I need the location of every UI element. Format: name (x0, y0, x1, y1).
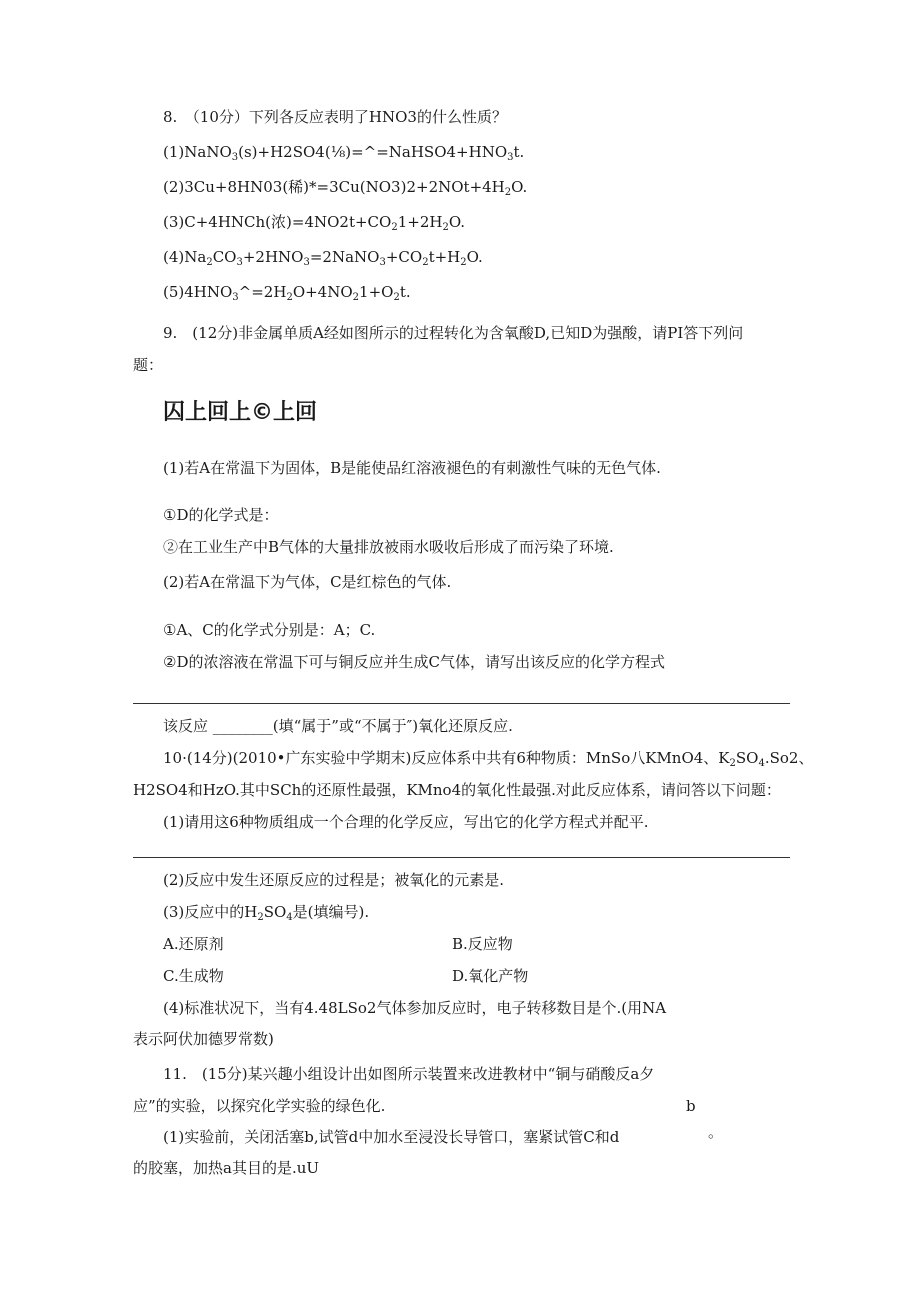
q10-option-d: D.氧化产物 (452, 967, 529, 985)
q9-title-line1: 9. (12分)非金属单质A经如图所示的过程转化为含氧酸D,已知D为强酸，请PI答下列问 (163, 324, 744, 342)
q10-answer-line (133, 857, 790, 858)
q11-part1-line2: 的胶塞，加热a其目的是.uU (133, 1159, 320, 1177)
q9-part1: (1)若A在常温下为固体，B是能使品红溶液褪色的有刺激性气味的无色气体. (163, 459, 661, 477)
q9-conversion-diagram: 囚上回上©上回 (163, 400, 318, 425)
q10-option-a: A.还原剂 (163, 935, 224, 953)
q9-part1-a: ①D的化学式是： (163, 506, 279, 524)
q9-part2-a: ①A、C的化学式分别是：A；C. (163, 621, 376, 639)
q10-title-line2: H2SO4和HzO.其中SCh的还原性最强，KMno4的氧化性最强.对此反应体系，请问答以下问题： (133, 781, 781, 799)
q11-title-line2: 应”的实验，以探究化学实验的绿色化. (133, 1097, 386, 1115)
q9-part2-c: 该反应 ________(填“属于”或“不属于″)氧化还原反应. (163, 717, 513, 735)
q8-reaction-3: (3)C+4HNCh(浓)$=4NO2t+CO_21+2H_2O$. (163, 213, 466, 233)
q9-part2: (2)若A在常温下为气体，C是红棕色的气体. (163, 573, 452, 591)
q10-part4-line2: 表示阿伏加德罗常数) (133, 1030, 274, 1048)
q10-part4-line1: (4)标准状况下，当有4.48LSo2气体参加反应时，电子转移数目是个.(用NA (163, 999, 667, 1017)
q8-reaction-2: (2)3Cu+8HN03(稀)$*=3Cu(NO3)2+2NOt+4H_2O$. (163, 178, 528, 198)
q9-answer-line (133, 703, 790, 704)
q8-reaction-1: $(1)NaNO_3(s)+H2SO4(\frac{1}{8})=\^{}=NaHSO4+HNO_3t$. (163, 143, 525, 163)
q11-circle-mark: 。 (708, 1123, 724, 1141)
q9-part1-b: ②在工业生产中B气体的大量排放被雨水吸收后形成了而污染了环境. (163, 538, 614, 556)
q8-reaction-5: $(5)4HNO_3\^{}=2H_2O+4NO_21+O_2t$. (163, 283, 411, 303)
q11-title-line1: 11. (15分)某兴趣小组设计出如图所示装置来改进教材中“铜与硝酸反a夕 (163, 1065, 655, 1083)
q10-part1: (1)请用这6种物质组成一个合理的化学反应，写出它的化学方程式并配平. (163, 813, 649, 831)
q10-option-c: C.生成物 (163, 967, 224, 985)
q9-title-line2: 题： (133, 356, 164, 374)
q8-reaction-4: $(4)Na_2CO_3+2HNO_3=2NaNO_3+CO_2t+H_2O$. (163, 248, 483, 268)
q9-part2-b: ②D的浓溶液在常温下可与铜反应并生成C气体，请写出该反应的化学方程式 (163, 653, 665, 671)
q8-title: 8. （10分）下列各反应表明了HNO3的什么性质？ (163, 108, 507, 126)
q10-part2: (2)反应中发生还原反应的过程是；被氧化的元素是. (163, 871, 505, 889)
q11-label-b: b (686, 1097, 696, 1115)
q10-title-line1: 10·(14分)(2010•广东实验中学期末)反应体系中共有6种物质：MnSo八KMnO4、$K_2SO_4.So2$、 (163, 749, 814, 769)
q10-part3: (3)反应中的$H_2SO_4$是(填编号). (163, 903, 370, 923)
q10-option-b: B.反应物 (452, 935, 513, 953)
q11-part1-line1: (1)实验前，关闭活塞b,试管d中加水至浸没长导管口，塞紧试管C和d (163, 1128, 620, 1146)
